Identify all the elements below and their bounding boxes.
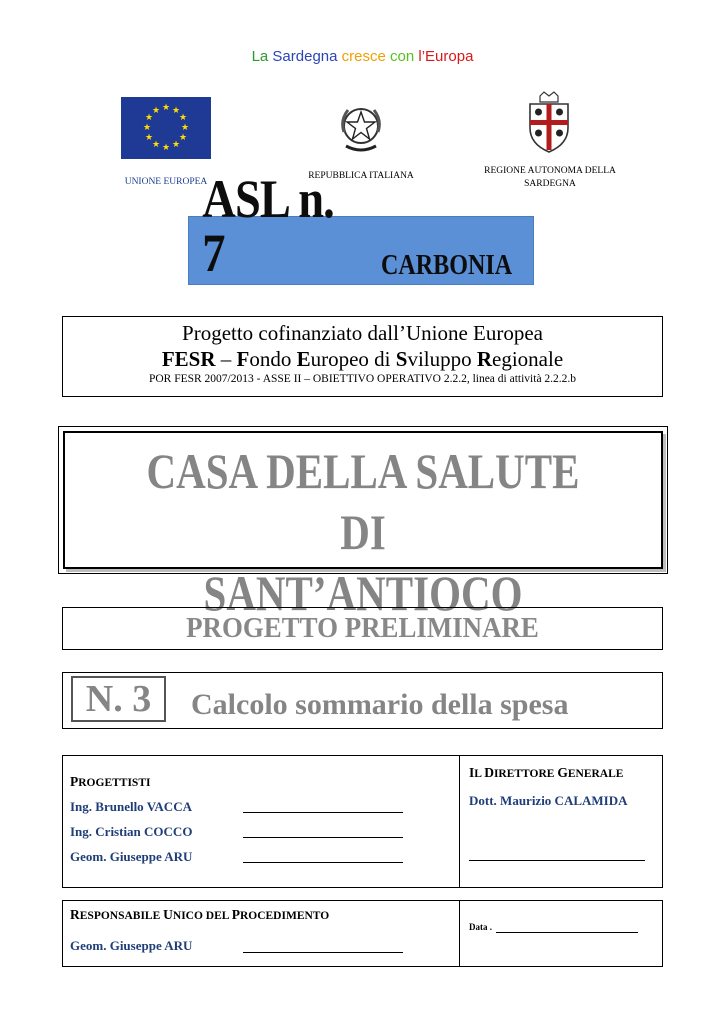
- svg-text:★: ★: [151, 139, 161, 149]
- svg-text:★: ★: [178, 132, 188, 142]
- svg-text:★: ★: [144, 132, 154, 142]
- director-box: [460, 755, 663, 888]
- funding-line1: Progetto cofinanziato dall’Unione Europea: [182, 321, 543, 345]
- date-line: [496, 932, 638, 933]
- date-box: [460, 900, 663, 967]
- slogan: [0, 48, 725, 65]
- title-box: [58, 426, 668, 621]
- phase-box: [62, 607, 663, 650]
- sardinia-caption: [470, 165, 630, 191]
- svg-text:★: ★: [171, 139, 181, 149]
- slogan-part: cresce: [341, 48, 391, 65]
- asl-subtitle: CARBONIA: [380, 250, 512, 281]
- funding-word: ondo: [249, 347, 297, 372]
- date-label: Data .: [469, 922, 492, 932]
- asl-title: ASL n. 7: [202, 169, 334, 283]
- funding-initial: E: [296, 347, 311, 372]
- funding-line2: [63, 346, 662, 372]
- eu-flag-icon: [121, 97, 211, 159]
- svg-text:★: ★: [142, 122, 152, 132]
- svg-text:★: ★: [161, 142, 171, 152]
- funding-line3: POR FESR 2007/2013 - ASSE II – OBIETTIVO OPERATIVO 2.2.2, linea di attività 2.2.2.b: [148, 373, 577, 386]
- funding-word: egionale: [492, 347, 564, 372]
- designers-box: [62, 755, 460, 888]
- title-inner-frame: [63, 431, 663, 621]
- director-name: Dott. Maurizio CALAMIDA: [469, 793, 628, 808]
- heading-rest: ESPONSABILE: [79, 910, 164, 922]
- heading-cap: G: [557, 765, 568, 780]
- title-line1: CASA DELLA SALUTE DI: [146, 443, 580, 560]
- svg-text:★: ★: [144, 112, 154, 122]
- eu-caption: UNIONE EUROPEA: [124, 177, 208, 187]
- heading-rest: IRETTORE: [493, 768, 558, 780]
- document-number-frame: [71, 676, 166, 722]
- designer-name: Geom. Giuseppe ARU: [70, 849, 193, 864]
- designers-heading-rest: ROGETTISTI: [78, 777, 151, 789]
- document-description: Calcolo sommario della spesa: [191, 688, 569, 721]
- heading-cap: P: [231, 907, 240, 922]
- funding-word: uropeo di: [310, 347, 396, 372]
- italian-emblem-icon: [336, 102, 386, 156]
- signature-line: [243, 812, 403, 813]
- document-number: N. 3: [85, 678, 152, 720]
- rup-box: [62, 900, 460, 967]
- svg-text:★: ★: [151, 105, 161, 115]
- svg-text:★: ★: [171, 105, 181, 115]
- designers-heading-cap: P: [70, 774, 79, 789]
- funding-initial: S: [395, 347, 408, 372]
- svg-text:★: ★: [161, 102, 171, 112]
- slogan-part: con: [390, 48, 419, 65]
- director-heading: [469, 765, 623, 781]
- funding-dash: –: [215, 347, 237, 372]
- heading-cap: D: [484, 765, 494, 780]
- heading-rest: L: [474, 768, 485, 780]
- title-line2: SANT’ANTIOCO: [203, 565, 523, 621]
- signature-line: [243, 837, 403, 838]
- designers-heading: [70, 774, 150, 790]
- svg-text:★: ★: [178, 112, 188, 122]
- funding-fesr: FESR: [161, 347, 216, 372]
- funding-initial: R: [476, 347, 493, 372]
- sardinia-crest-icon: [526, 90, 572, 154]
- designer-name: Ing. Cristian COCCO: [70, 824, 193, 839]
- sardinia-caption-line2: SARDEGNA: [524, 178, 576, 189]
- heading-rest: ENERALE: [567, 768, 624, 780]
- heading-rest: ROCEDIMENTO: [239, 910, 330, 922]
- slogan-part: l’Europa: [418, 48, 474, 65]
- rup-name: Geom. Giuseppe ARU: [70, 938, 193, 953]
- designer-name: Ing. Brunello VACCA: [70, 799, 192, 814]
- rup-heading: [70, 907, 329, 923]
- heading-cap: I: [469, 765, 475, 780]
- slogan-part: La: [251, 48, 273, 65]
- signature-line: [243, 862, 403, 863]
- document-box: [62, 672, 663, 729]
- heading-cap: U: [163, 907, 173, 922]
- italy-caption: REPUBBLICA ITALIANA: [308, 171, 414, 181]
- funding-initial: F: [236, 347, 250, 372]
- signature-line: [243, 952, 403, 953]
- funding-box: [62, 316, 663, 397]
- signature-line: [469, 860, 645, 861]
- sardinia-caption-line1: REGIONE AUTONOMA DELLA: [484, 166, 616, 176]
- slogan-part: Sardegna: [272, 48, 342, 65]
- phase-label: PROGETTO PRELIMINARE: [186, 613, 539, 644]
- svg-text:★: ★: [180, 122, 190, 132]
- heading-cap: R: [70, 907, 80, 922]
- funding-word: viluppo: [407, 347, 477, 372]
- heading-rest: NICO DEL: [172, 910, 232, 922]
